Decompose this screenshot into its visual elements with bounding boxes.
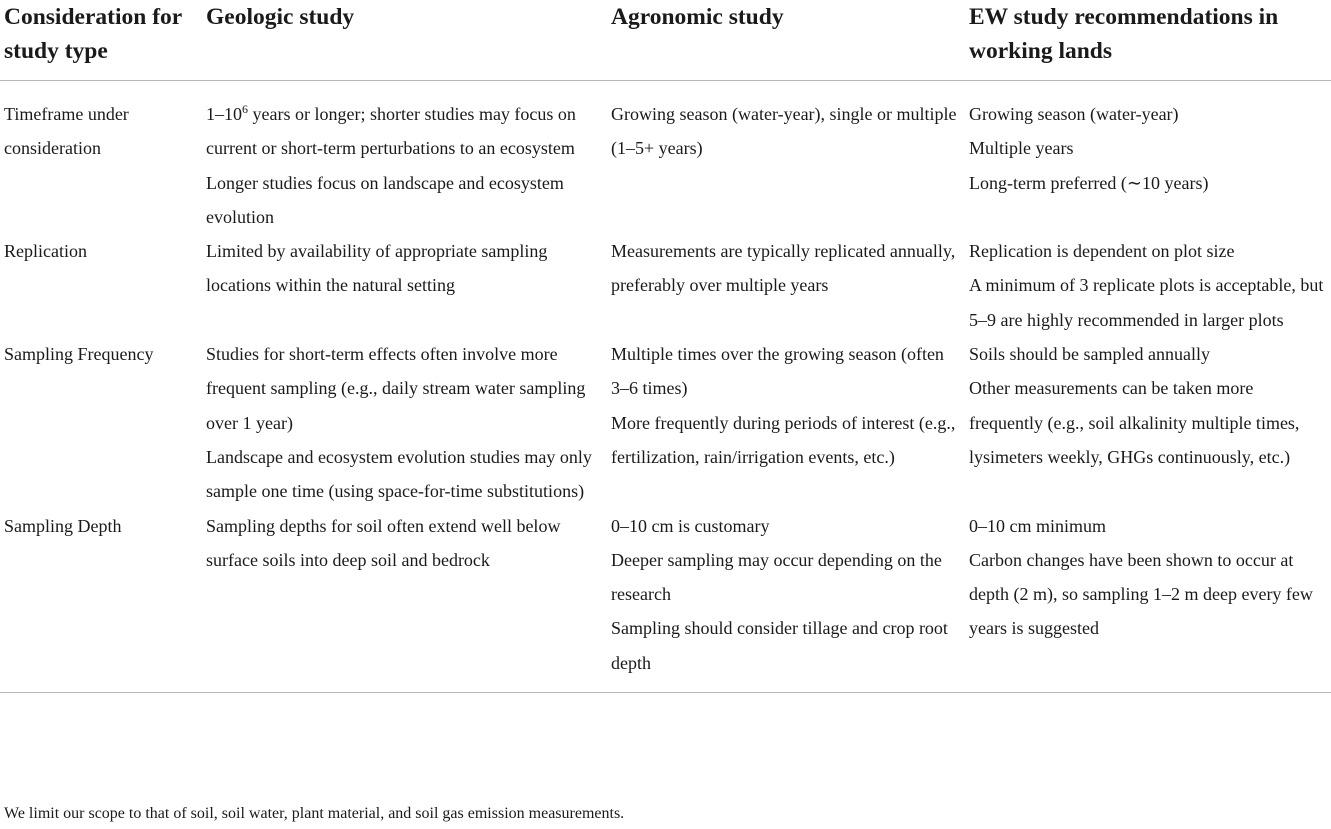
cell-line [206,97,601,166]
table-row-sampling-frequency [0,337,1331,508]
cell-line: 0–10 cm is customary [611,515,770,536]
cell-line: Landscape and ecosystem evolution studies may only sample one time (using space-for-time substitutions) [206,446,592,502]
cell-agronomic-timeframe [607,81,965,235]
header-ew-study: EW study recommendations in working lands [969,4,1279,64]
cell-geologic-sampling-depth [202,509,607,693]
cell-line: Sampling depths for soil often extend well below surface soils into deep soil and bedrock [206,515,561,570]
geologic-timeframe-prefix: 1–10 [206,104,242,124]
cell-agronomic-sampling-depth [607,509,965,693]
cell-line: Multiple times over the growing season (often 3–6 times) [611,344,944,399]
cell-line: Soils should be sampled annually [969,344,1210,365]
cell-line: 0–10 cm minimum [969,515,1106,536]
cell-geologic-replication [202,234,607,337]
table-header-row [0,0,1331,81]
cell-ew-sampling-frequency [965,337,1331,508]
table-row-timeframe [0,81,1331,235]
cell-consideration-sampling-frequency: Sampling Frequency [4,344,154,365]
cell-consideration-sampling-depth: Sampling Depth [4,515,122,536]
header-agronomic-study: Agronomic study [611,4,784,30]
cell-geologic-timeframe [202,81,607,235]
cell-ew-replication [965,234,1331,337]
cell-line: Carbon changes have been shown to occur at depth (2 m), so sampling 1–2 m deep every few years is suggested [969,549,1313,639]
table-row-replication [0,234,1331,337]
geologic-timeframe-exponent: 6 [242,102,248,116]
cell-line: More frequently during periods of interest (e.g., fertilization, rain/irrigation events, etc.) [611,412,956,467]
cell-line: Growing season (water-year), single or multiple (1–5+ years) [611,104,957,159]
cell-line: Replication is dependent on plot size [969,241,1235,262]
cell-line: Studies for short-term effects often involve more frequent sampling (e.g., daily stream water sampling over 1 year) [206,344,586,433]
cell-consideration-timeframe: Timeframe under consideration [4,104,129,159]
cell-ew-sampling-depth [965,509,1331,693]
cell-line: Limited by availability of appropriate sampling locations within the natural setting [206,241,548,296]
cell-line: Other measurements can be taken more frequently (e.g., soil alkalinity multiple times, lysimeters weekly, GHGs continuously, etc.) [969,378,1300,467]
cell-line: Measurements are typically replicated annually, preferably over multiple years [611,241,956,296]
cell-line: Deeper sampling may occur depending on the research [611,549,942,605]
cell-geologic-sampling-frequency [202,337,607,508]
header-consideration: Consideration for study type [4,4,182,64]
geologic-timeframe-suffix: years or longer; shorter studies may focus on current or short-term perturbations to an ecosystem [206,104,576,159]
table-footnote: We limit our scope to that of soil, soil water, plant material, and soil gas emission measurements. [4,805,625,822]
cell-agronomic-sampling-frequency [607,337,965,508]
cell-line: Multiple years [969,138,1074,159]
cell-ew-timeframe [965,81,1331,235]
cell-line: Growing season (water-year) [969,104,1179,124]
cell-line: Longer studies focus on landscape and ecosystem evolution [206,172,564,227]
cell-line: A minimum of 3 replicate plots is acceptable, but 5–9 are highly recommended in larger plots [969,275,1324,330]
cell-line: Sampling should consider tillage and crop root depth [611,618,948,673]
header-geologic-study: Geologic study [206,4,355,30]
cell-line: Long-term preferred (∼10 years) [969,172,1209,193]
cell-agronomic-replication [607,234,965,337]
cell-consideration-replication: Replication [4,241,87,262]
table-row-sampling-depth [0,509,1331,693]
